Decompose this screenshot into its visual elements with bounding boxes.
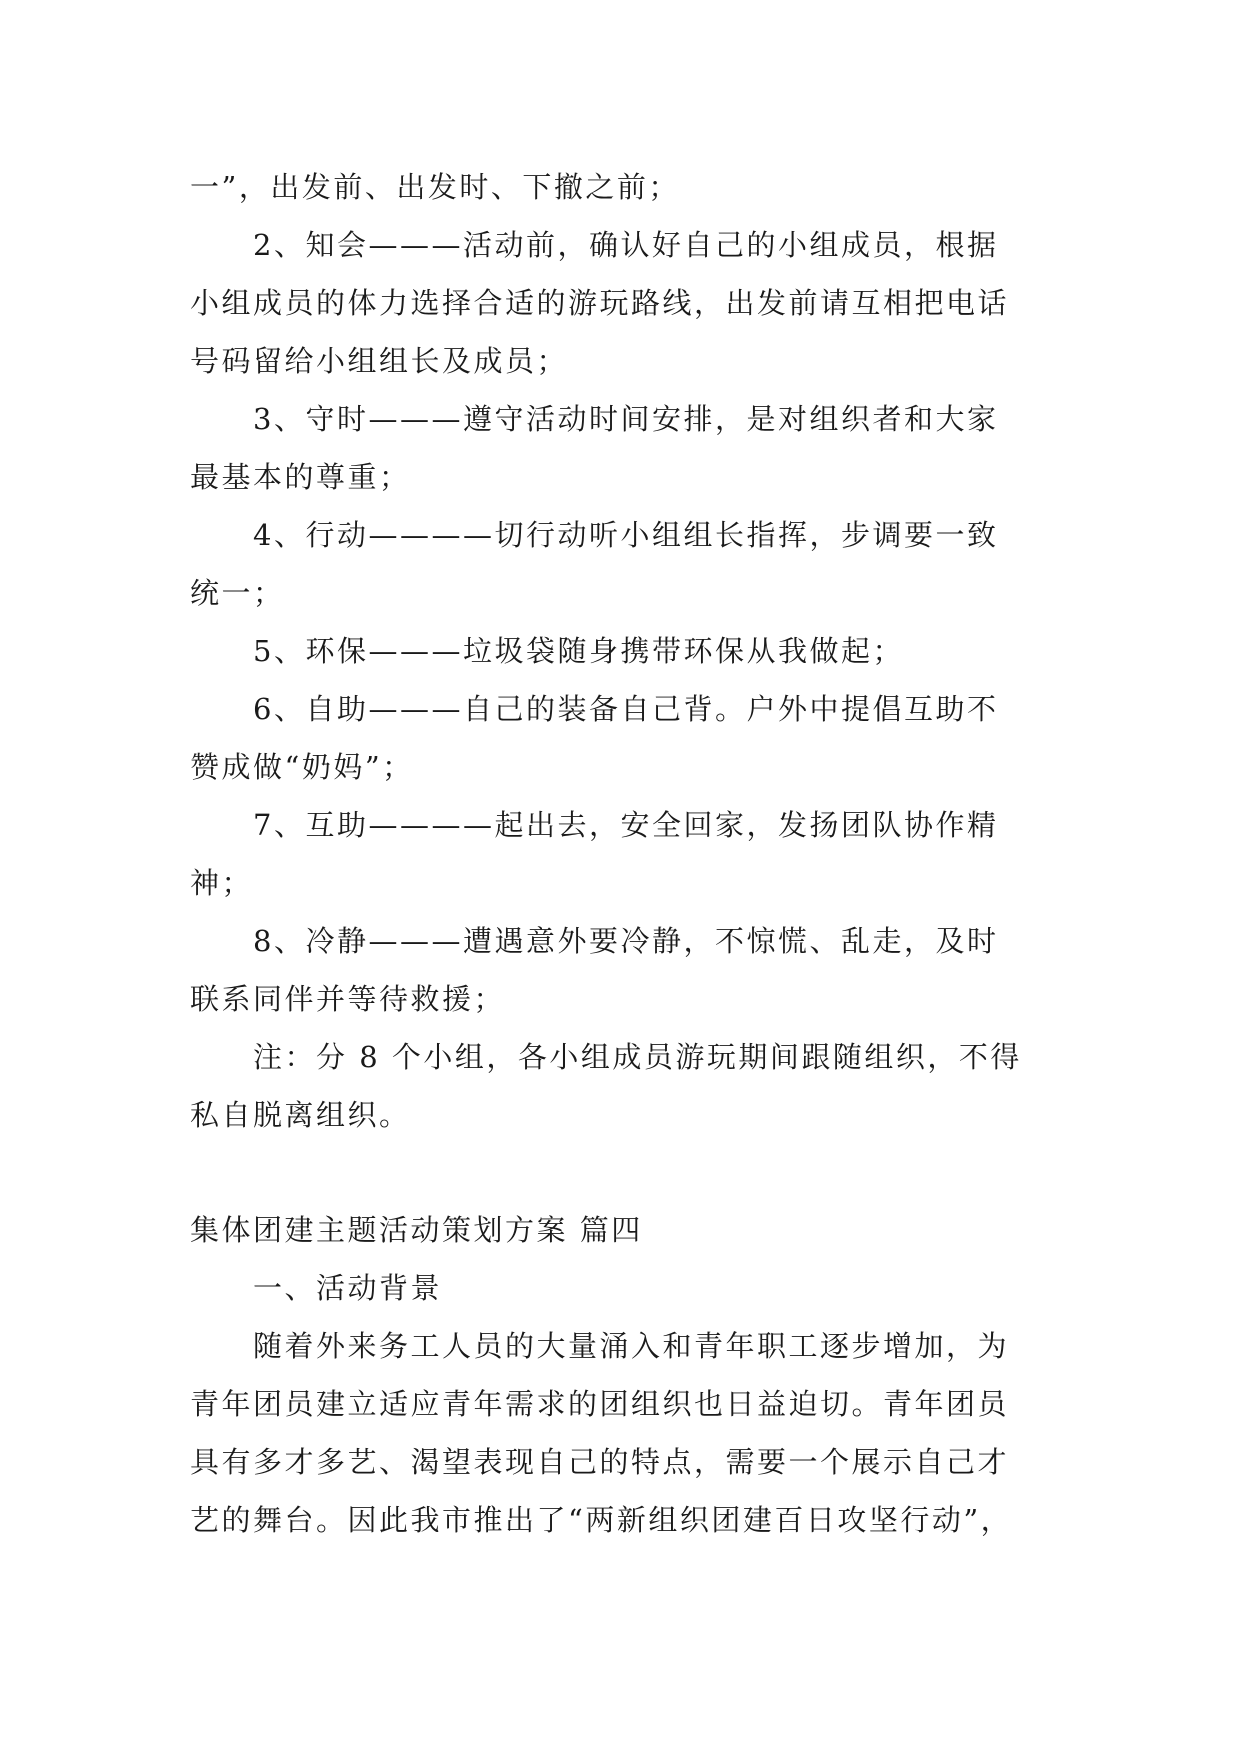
rule-item-6: 6、自助———自己的装备自己背。户外中提倡互助不 <box>253 692 999 726</box>
rule-item-3: 3、守时———遵守活动时间安排，是对组织者和大家 <box>253 402 999 436</box>
paragraph-line: 具有多才多艺、渴望表现自己的特点，需要一个展示自己才 <box>190 1445 1010 1479</box>
text-line: 小组成员的体力选择合适的游玩路线，出发前请互相把电话 <box>190 286 1010 320</box>
rule-item-2: 2、知会———活动前，确认好自己的小组成员，根据 <box>253 228 999 262</box>
text-line: 赞成做“奶妈”； <box>190 750 414 784</box>
subsection-heading: 一、活动背景 <box>253 1271 443 1305</box>
text-line: 联系同伴并等待救援； <box>190 982 506 1016</box>
note-line: 注：分 8 个小组，各小组成员游玩期间跟随组织，不得 <box>253 1040 1022 1074</box>
rule-item-5: 5、环保———垃圾袋随身携带环保从我做起； <box>253 634 904 668</box>
section-title: 集体团建主题活动策划方案 篇四 <box>190 1213 643 1247</box>
text-line: 最基本的尊重； <box>190 460 411 494</box>
text-line: 统一； <box>190 576 285 610</box>
rule-item-7: 7、互助————起出去，安全回家，发扬团队协作精 <box>253 808 999 842</box>
rule-item-8: 8、冷静———遭遇意外要冷静，不惊慌、乱走，及时 <box>253 924 999 958</box>
text-line: 私自脱离组织。 <box>190 1098 411 1132</box>
text-line: 一”，出发前、出发时、下撤之前； <box>190 170 680 204</box>
paragraph-line: 随着外来务工人员的大量涌入和青年职工逐步增加，为 <box>253 1329 1010 1363</box>
text-line: 号码留给小组组长及成员； <box>190 344 569 378</box>
text-line: 神； <box>190 866 254 900</box>
rule-item-4: 4、行动————切行动听小组组长指挥，步调要一致 <box>253 518 999 552</box>
paragraph-line: 青年团员建立适应青年需求的团组织也日益迫切。青年团员 <box>190 1387 1010 1421</box>
paragraph-line: 艺的舞台。因此我市推出了“两新组织团建百日攻坚行动”， <box>190 1503 1013 1537</box>
